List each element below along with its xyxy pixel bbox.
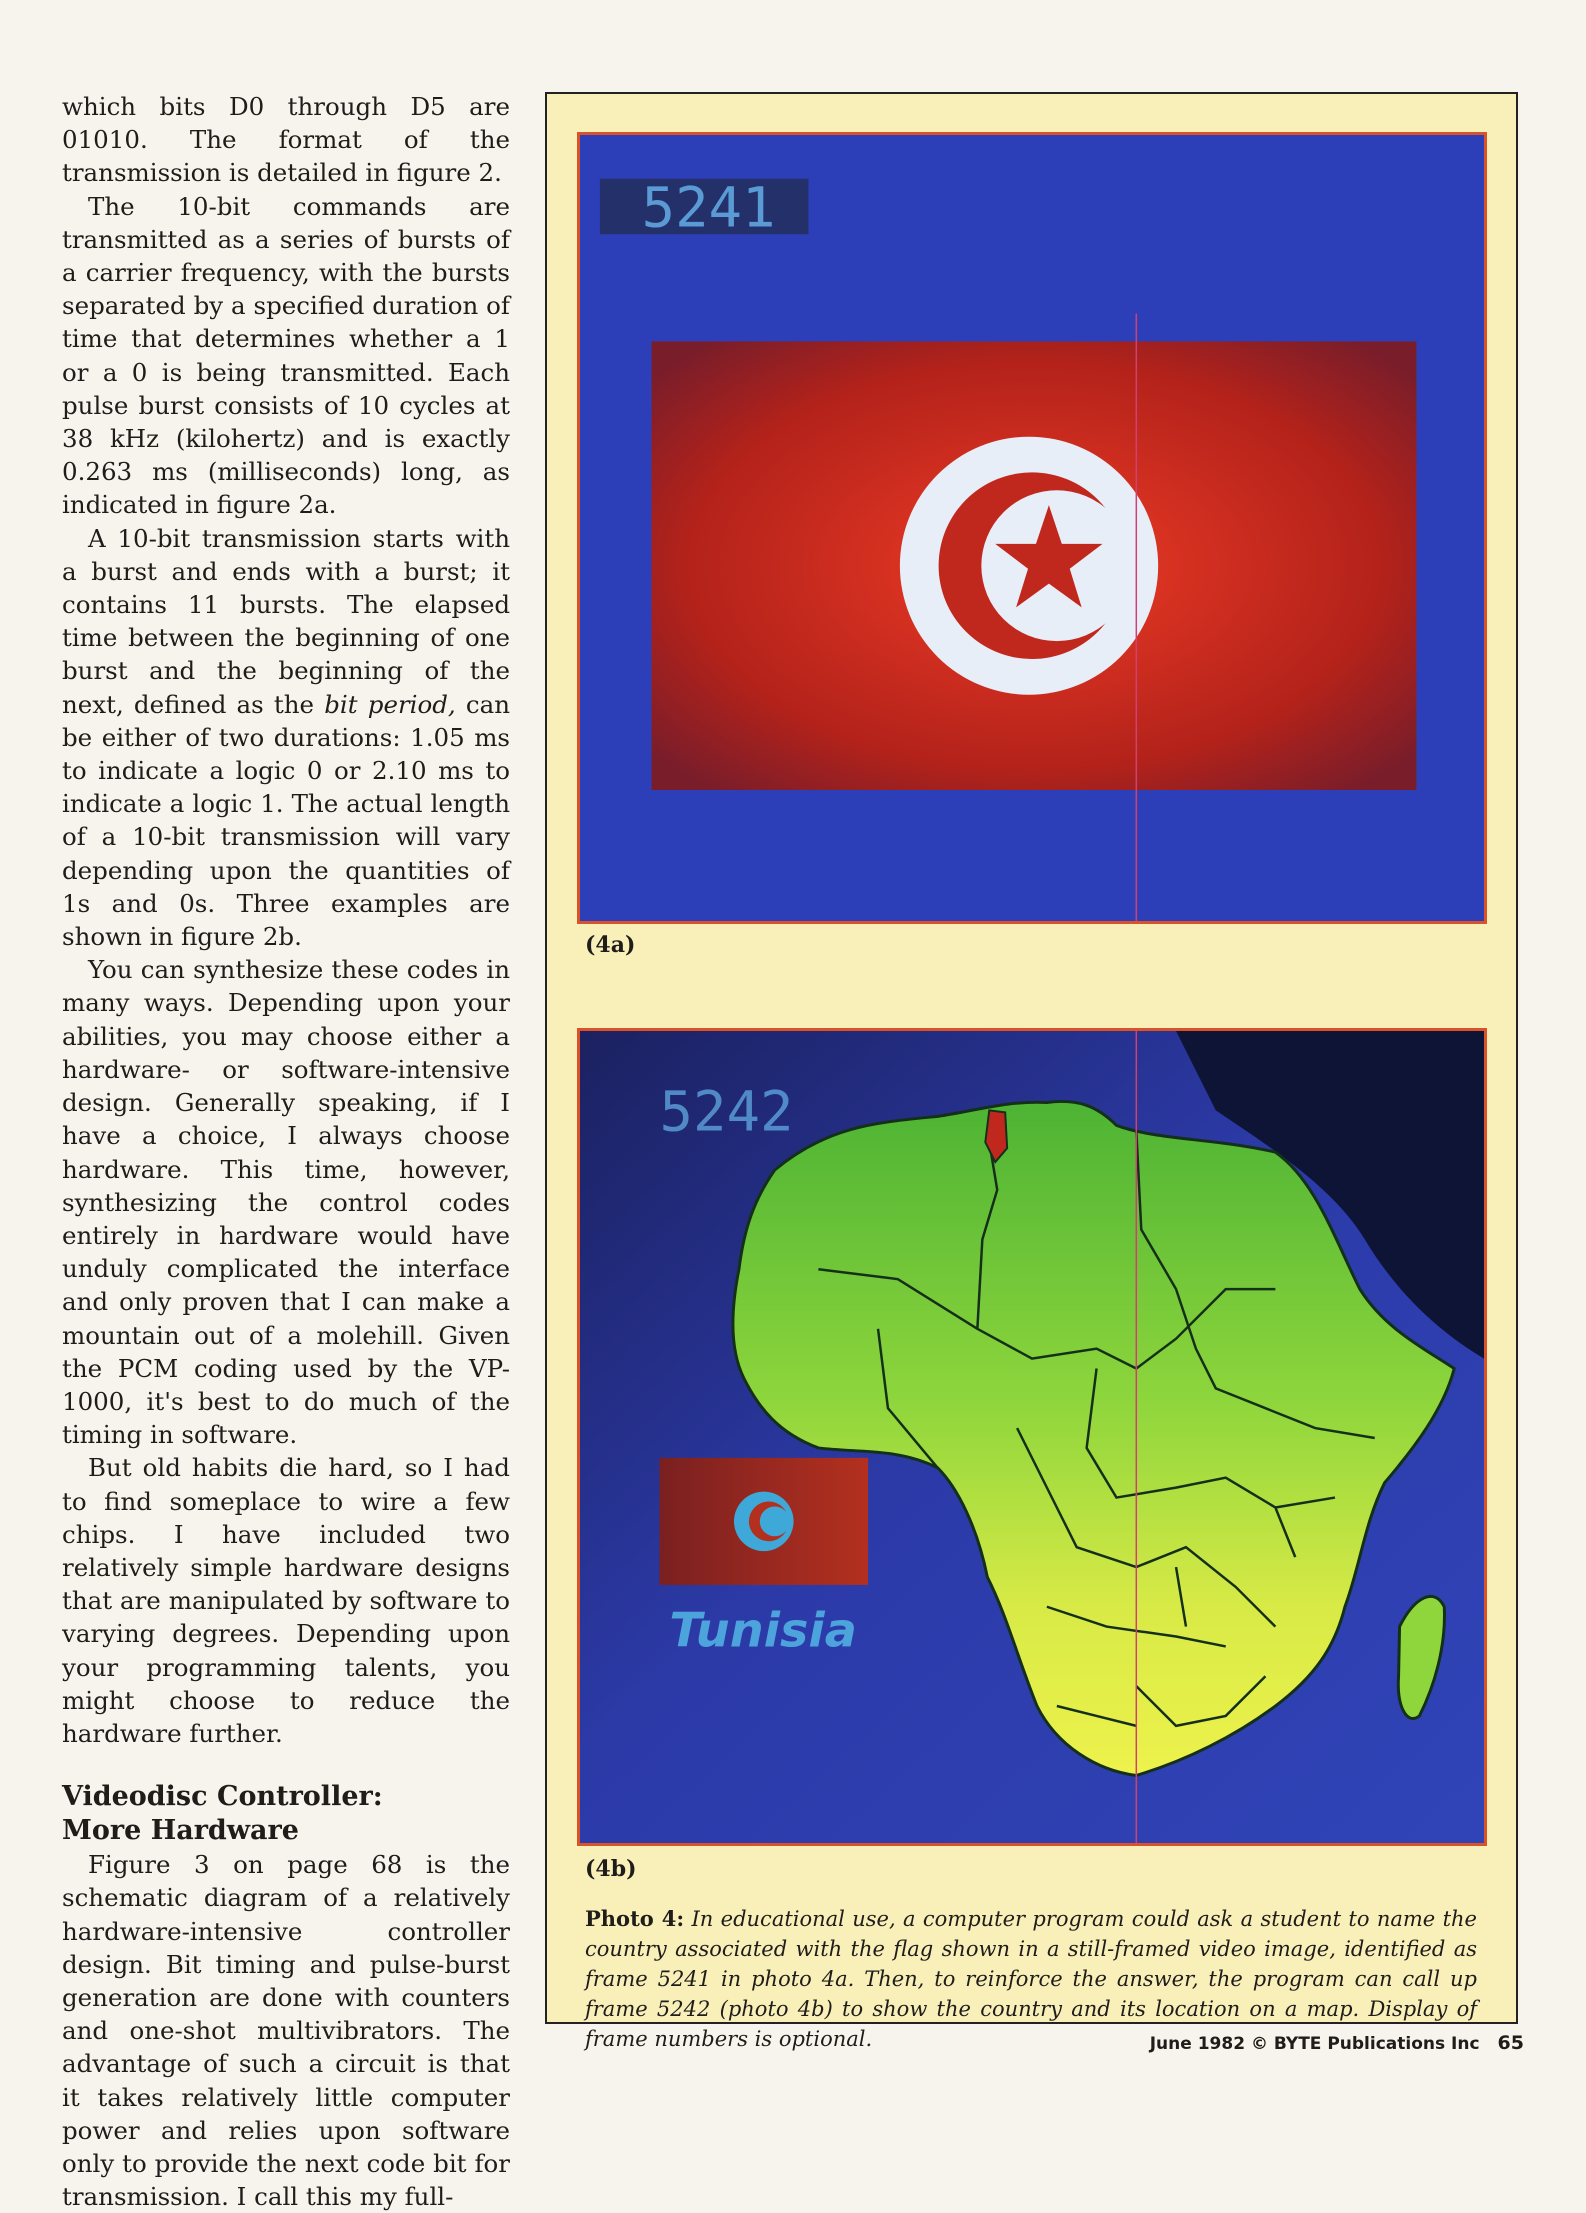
caption-text: In educational use, a computer program could ask a student to name the country associated with the flag shown in a still-framed video image, identified as frame 5241 in photo 4a. Then, to reinforce the answer, the program can call up frame 5242 (photo 4b) to show the country and its location on a map. Display of frame numbers is optional. [585,1907,1477,2051]
photo-4a-label: (4a) [585,932,636,958]
small-flag-crescent-cut [760,1506,790,1536]
footer-publication: June 1982 © BYTE Publications Inc [1149,2034,1480,2054]
country-name-text: Tunisia [669,1603,857,1659]
frame-number-text: 5241 [641,175,776,241]
article-paragraph-1: which bits D0 through D5 are 01010. The format of the transmission is detailed in figure 2. [62,92,510,188]
frame-number-text: 5242 [659,1079,794,1145]
article-paragraph-3-end: can be either of two durations: 1.05 ms to indicate a logic 0 or 2.10 ms to indicate a logic 1. The actual length of a 10-bit transmission will vary depending upon the quantities of 1s and 0s. Three examples are shown in figure 2b. [62,689,510,952]
section-heading-line-2: More Hardware [62,1815,299,1847]
page-footer [1150,2032,1524,2054]
photo-4a [577,132,1487,924]
article-paragraph-3-start: A 10-bit transmission starts with a burst and ends with a burst; it contains 11 bursts. The elapsed time between the beginning of one burst and the beginning of the next, defined as the [62,523,510,719]
africa-map-image [580,1031,1484,1843]
photo-4b-label: (4b) [585,1856,637,1882]
bit-period-term: bit period, [324,689,456,719]
article-paragraph-4: You can synthesize these codes in many ways. Depending upon your abilities, you may choose either a hardware- or software-intensive design. Generally speaking, if I have a choice, I always choose hardware. This time, however, synthesizing the control codes entirely in hardware would have unduly complicated the interface and only proven that I can make a mountain out of a molehill. Given the PCM coding used by the VP-1000, it's best to do much of the timing in software. [62,955,510,1450]
flag-screen-image [580,135,1484,921]
section-heading [62,1780,510,1848]
caption-title: Photo 4: [585,1906,685,1931]
page-number: 65 [1497,2032,1524,2054]
article-column [62,90,510,2213]
article-paragraph-3 [62,522,510,954]
article-paragraph-2: The 10-bit commands are transmitted as a series of bursts of a carrier frequency, with the bursts separated by a specified duration of time that determines whether a 1 or a 0 is being transmitted. Each pulse burst consists of 10 cycles at 38 kHz (kilohertz) and is exactly 0.263 ms (milliseconds) long, as indicated in figure 2a. [62,191,510,520]
article-paragraph-6: Figure 3 on page 68 is the schematic diagram of a relatively hardware-intensive controller design. Bit timing and pulse-burst generation are done with counters and one-shot multivibrators. The advantage of such a circuit is that it takes relatively little computer power and relies upon software only to provide the next code bit for transmission. I call this my full- [62,1850,510,2212]
photo-4b [577,1028,1487,1846]
section-heading-line-1: Videodisc Controller: [62,1781,383,1813]
article-paragraph-5: But old habits die hard, so I had to find someplace to wire a few chips. I have included two relatively simple hardware designs that are manipulated by software to varying degrees. Depending upon your programming talents, you might choose to reduce the hardware further. [62,1453,510,1748]
